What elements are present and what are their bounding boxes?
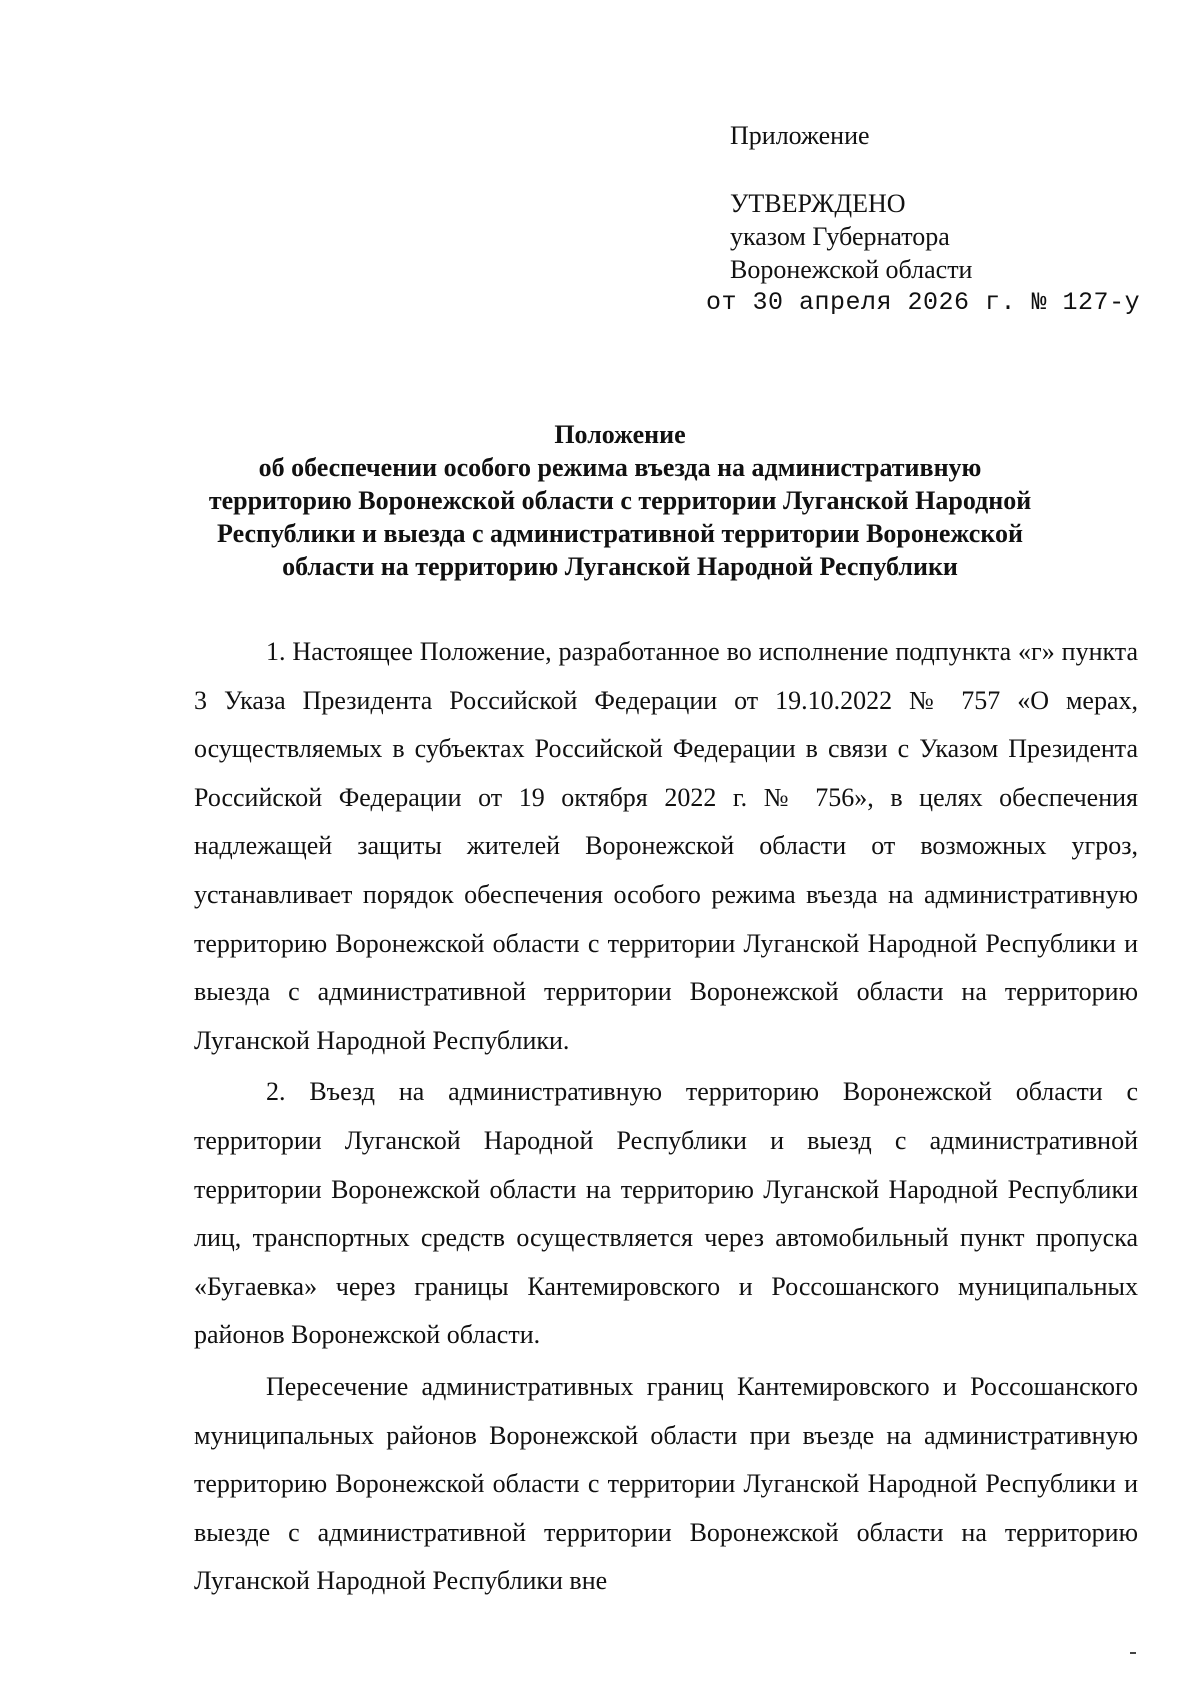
paragraph-2: 2. Въезд на административную территорию Воронежской области с территории Луганской Народной Республики и выезд с административной территории Воронежской области на территорию Луганской Народной Республики лиц, транспортных средств осуществляется через автомобильный пункт пропуска «Бугаевка» через границы Кантемировского и Россошанского муниципальных районов Воронежской области.: [194, 1077, 1138, 1350]
paragraph-3: Пересечение административных границ Кантемировского и Россошанского муниципальных районов Воронежской области при въезде на административную территорию Воронежской области с территории Луганской Народной Республики и выезде с административной территории Воронежской области на территорию Луганской Народной Республики вне: [194, 1371, 1138, 1596]
paragraph-1: 1. Настоящее Положение, разработанное во исполнение подпункта «г» пункта 3 Указа Президента Российской Федерации от 19.10.2022 № 757 «О мерах, осуществляемых в субъектах Российской Федерации в связи с Указом Президента Российской Федерации от 19 октября 2022 г. № 756», в целях обеспечения надлежащей защиты жителей Воронежской области от возможных угроз, устанавливает порядок обеспечения особого режима въезда на административную территорию Воронежской области с территории Луганской Народной Республики и выезда с административной территории Воронежской области на территорию Луганской Народной Республики.: [194, 637, 1138, 1055]
approval-line: Воронежской области: [730, 255, 973, 284]
title-line: Положение: [554, 420, 686, 449]
title-line: области на территорию Луганской Народной Республики: [282, 552, 958, 581]
approval-stamp: [730, 187, 972, 286]
document-body: [194, 628, 1138, 1609]
decree-date: от 30 апреля 2026 г. № 127-у: [706, 288, 1141, 317]
page-mark: [1130, 1652, 1136, 1654]
appendix-label: Приложение: [730, 121, 870, 150]
title-line: об обеспечении особого режима въезда на административную: [258, 453, 982, 482]
approval-line: указом Губернатора: [730, 222, 950, 251]
title-line: Республики и выезда с административной территории Воронежской: [217, 519, 1023, 548]
title-line: территорию Воронежской области с территории Луганской Народной: [208, 486, 1032, 515]
approval-line: УТВЕРЖДЕНО: [730, 189, 906, 218]
document-title: [170, 418, 1070, 583]
